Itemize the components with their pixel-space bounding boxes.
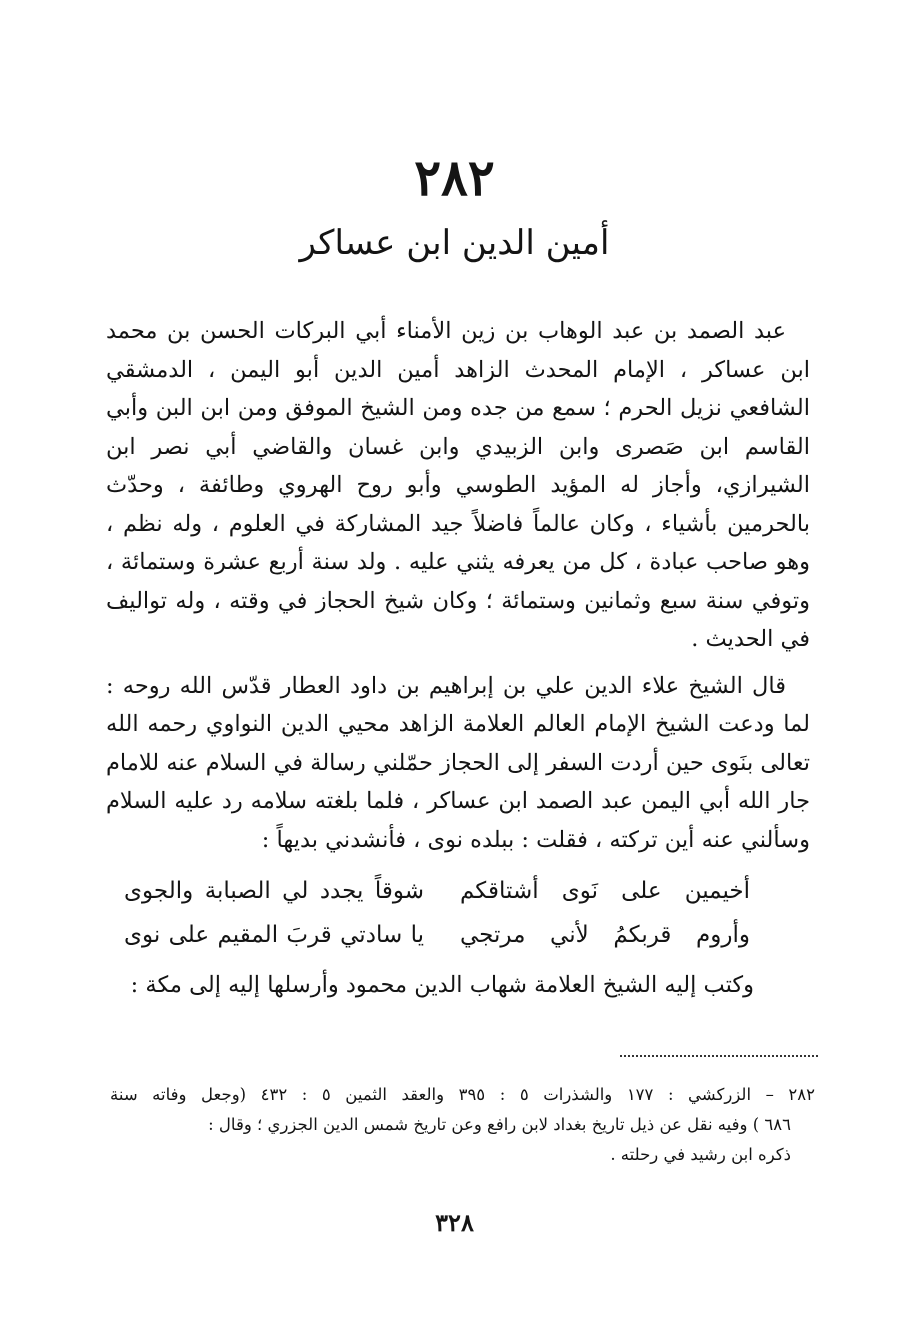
body-text bbox=[106, 312, 810, 1005]
verse-second-hemistich: يا سادتي قربَ المقيم على نوى bbox=[124, 922, 424, 948]
verse-line bbox=[106, 913, 810, 957]
closing-line: وكتب إليه الشيخ العلامة شهاب الدين محمود وأرسلها إليه إلى مكة : bbox=[130, 972, 754, 998]
verse-block bbox=[106, 869, 810, 957]
verse-line bbox=[106, 869, 810, 913]
footnote-line: ٦٨٦ ) وفيه نقل عن ذيل تاريخ بغداد لابن رافع وعن تاريخ شمس الدين الجزري ؛ وقال : bbox=[208, 1115, 791, 1134]
verse-second-hemistich: شوقاً يجدد لي الصبابة والجوى bbox=[124, 878, 424, 904]
footnote-line: ذكره ابن رشيد في رحلته . bbox=[610, 1145, 791, 1164]
verse-first-hemistich: أخيمين على نَوى أشتاقكم bbox=[460, 878, 750, 904]
entry-number: ٢٨٢ bbox=[414, 148, 495, 207]
entry-title: أمين الدين ابن عساكر bbox=[299, 223, 610, 263]
paragraph-biography: عبد الصمد بن عبد الوهاب بن زين الأمناء أبي البركات الحسن بن محمد ابن عساكر ، الإمام المحدث الزاهد أمين الدين أبو اليمن ، الدمشقي الشافعي نزيل الحرم ؛ سمع من جده ومن الشيخ الموفق ومن ابن البن وأبي القاسم ابن صَصرى وابن الزبيدي وابن غسان والقاضي أبي نصر ابن الشيرازي، وأجاز له المؤيد الطوسي وأبو روح الهروي وطائفة ، وحدّث بالحرمين بأشياء ، وكان عالماً فاضلاً جيد المشاركة في العلوم ، وله نظم ، وهو صاحب عبادة ، كل من يعرفه يثني عليه . ولد سنة أربع عشرة وستمائة ، وتوفي سنة سبع وثمانين وستمائة ؛ وكان شيخ الحجاز في وقته ، وله تواليف في الحديث . bbox=[106, 318, 810, 652]
footnote bbox=[110, 1080, 815, 1170]
footnote-line: ٢٨٢ – الزركشي : ١٧٧ والشذرات ٥ : ٣٩٥ والعقد الثمين ٥ : ٤٣٢ (وجعل وفاته سنة bbox=[110, 1085, 815, 1104]
footnote-separator bbox=[620, 1055, 818, 1057]
page-number: ٣٢٨ bbox=[435, 1208, 474, 1237]
paragraph-anecdote: قال الشيخ علاء الدين علي بن إبراهيم بن داود العطار قدّس الله روحه : لما ودعت الشيخ الإمام العالم العلامة الزاهد محيي الدين النواوي رحمه الله تعالى بنَوى حين أردت السفر إلى الحجاز حمّلني رسالة في السلام عنه للامام جار الله أبي اليمن عبد الصمد ابن عساكر ، فلما بلغته سلامه رد عليه السلام وسألني عنه أين تركته ، فقلت : ببلده نوى ، فأنشدني بديهاً : bbox=[106, 672, 810, 853]
verse-first-hemistich: وأروم قربكمُ لأني مرتجي bbox=[460, 922, 750, 948]
